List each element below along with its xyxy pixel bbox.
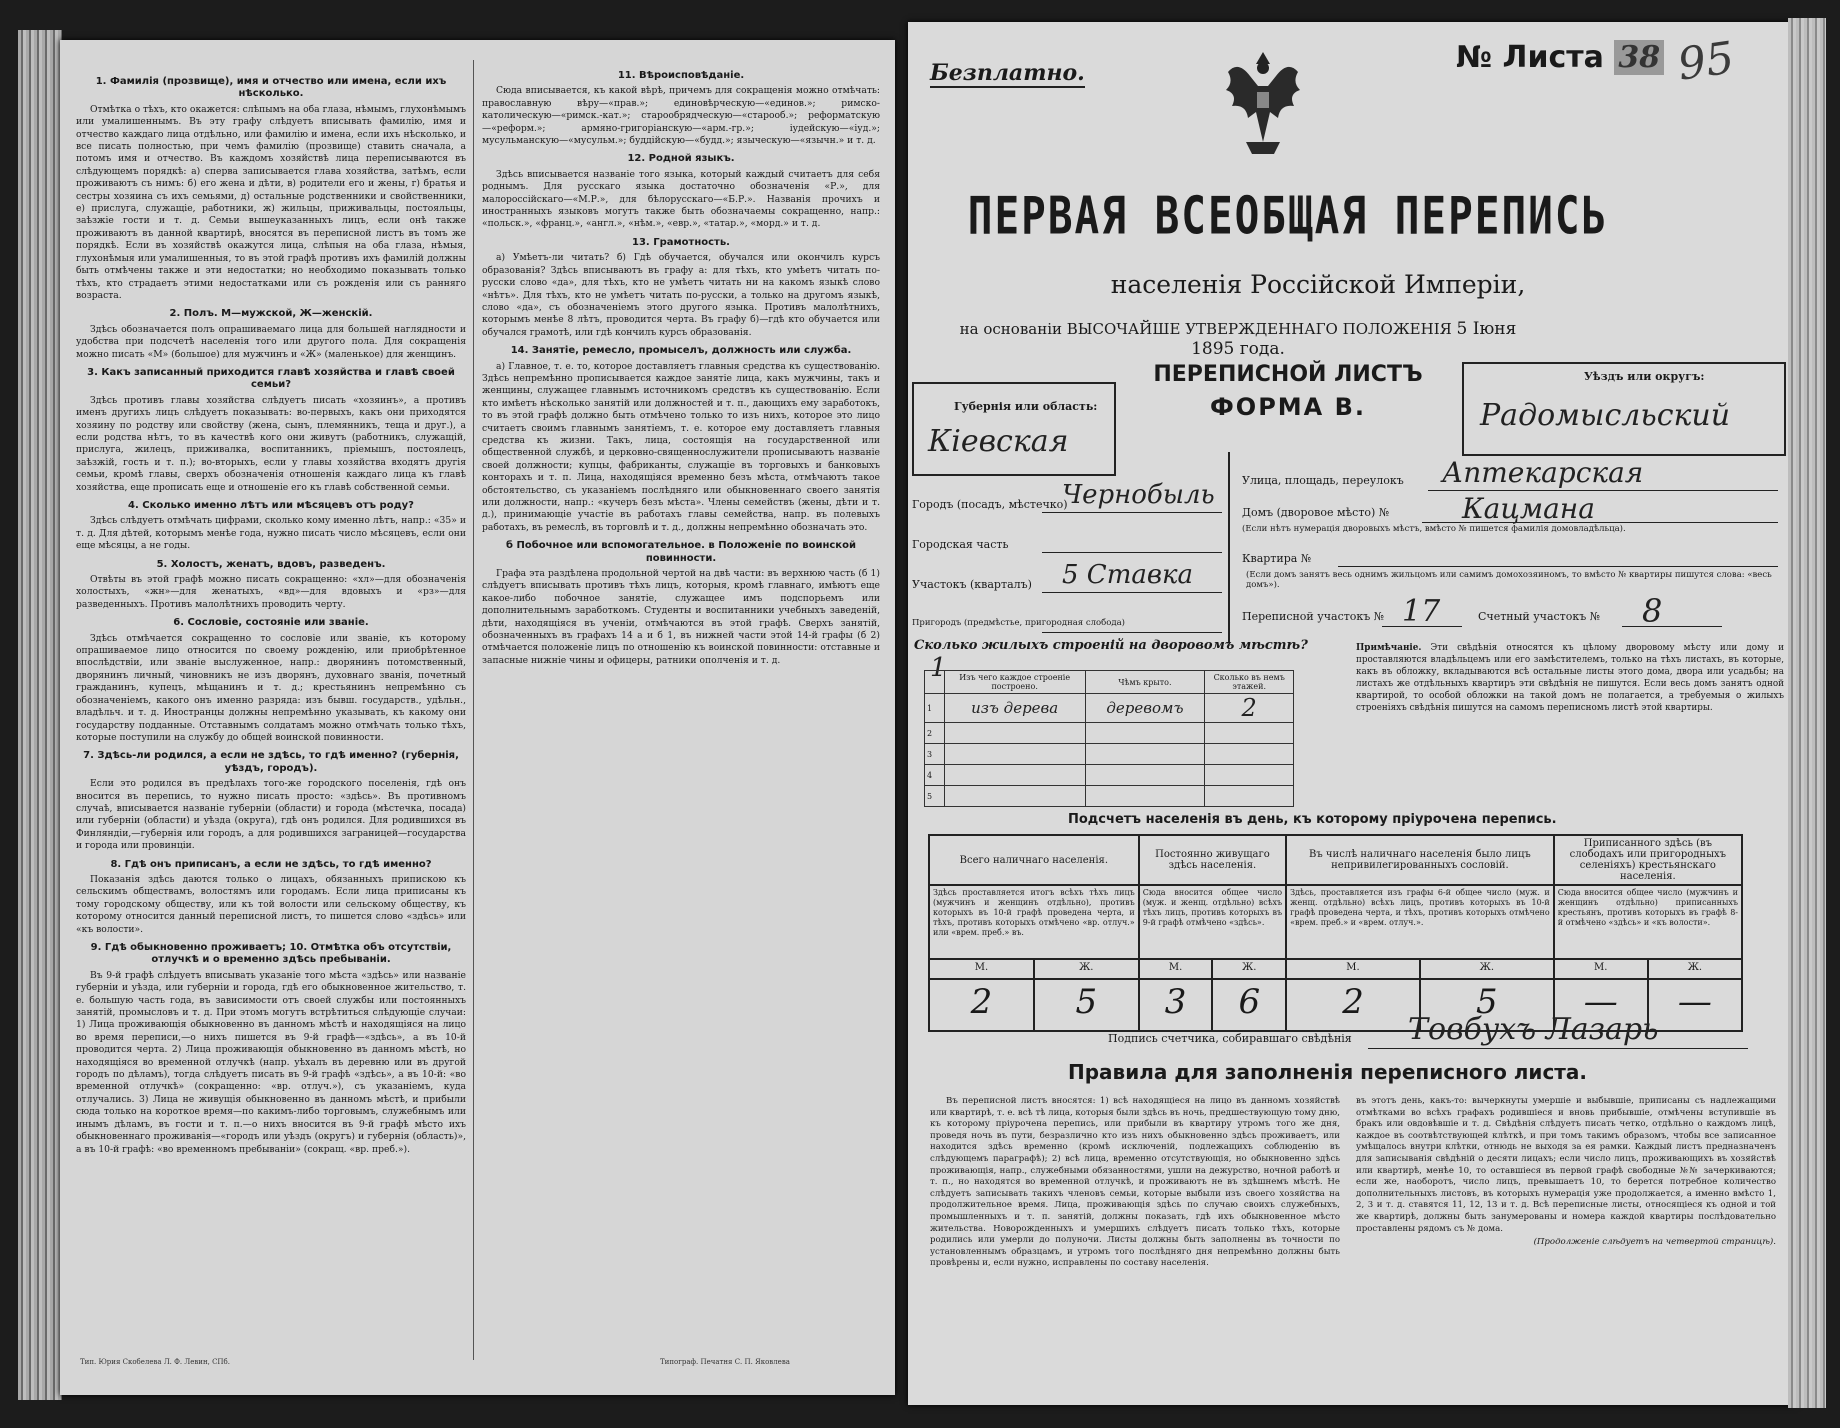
buildings-cell[interactable] [1205, 765, 1294, 786]
instruction-heading: 11. Вѣроисповѣданіе. [617, 70, 745, 81]
uezd-box [1462, 362, 1786, 456]
instruction-heading: 7. Здѣсь-ли родился, а если не здѣсь, то гдѣ именно? (губернія, уѣздъ, городъ). [83, 750, 459, 774]
census-form-page [908, 22, 1798, 1405]
instruction-heading: 3. Какъ записанный приходится главѣ хозяйства и главѣ своей семьи? [87, 366, 455, 391]
count-desc-peasants: Сюда вносится общее число (мужчинъ и женщинъ отдѣльно) приписанныхъ крестьянъ, противъ которыхъ въ графѣ 8-й отмѣчено «здѣсь» и «къ волости». [1554, 885, 1742, 959]
address-field-line [1042, 512, 1222, 513]
rules-title: Правила для заполненія переписного листа. [1068, 1060, 1587, 1084]
male-column-label: М. [1286, 959, 1420, 979]
count-value[interactable]: — [1554, 979, 1648, 1031]
address-field-line [1042, 632, 1222, 633]
uezd-value[interactable]: Радомысльский [1480, 398, 1731, 433]
rules-column-1: Въ переписной листъ вносятся: 1) всѣ находящіеся на лицо въ данномъ хозяйствѣ или квартирѣ, т. е. всѣ тѣ лица, которыя были здѣсь въ ночь, предшествующую тому дню, къ которому пріурочена перепись, или прибыли въ квартиру утромъ того же дня, проведя ночь въ пути, безразлично кто изъ нихъ обыкновенно здѣсь проживаетъ, или находится здѣсь временно (кромѣ исключеній, подлежащихъ соблюденію въ слѣдующемъ параграфѣ); 2) всѣ лица, временно отсутствующія, но обыкновенно здѣсь проживающія, напр., служебными обязанностями, ушли на дежурство, ночной работѣ и т. п., но находятся во временной отлучкѣ, и проживаютъ не въ здѣшнемъ мѣстѣ. Не слѣдуетъ записывать такихъ членовъ семьи, которые выбыли изъ своего хозяйства на продолжительное время. Лица, проживающія здѣсь по случаю своихъ служебныхъ, промышленныхъ и т. п. занятій, должны показать, гдѣ ихъ обыкновенное мѣсто жительства. Новорожденныхъ и умершихъ слѣдуетъ писать только тѣхъ, которые родились или умерли до полуночи. Листы должны быть заполнены въ точности по установленнымъ образцамъ, и утромъ того послѣдняго дня непремѣнно должны быть провѣрены и, если нужно, исправлены по составу населенія. [930, 1096, 1340, 1269]
column-divider [473, 60, 474, 1360]
instruction-heading: б Побочное или вспомогательное. в Положеніе по воинской повинности. [506, 540, 856, 564]
instruction-text: а) Умѣетъ-ли читать? б) Гдѣ обучается, обучался или окончилъ курсъ образованія? Здѣсь вписываютъ въ графу а: для тѣхъ, кто умѣетъ читать по-русски слово «да», для тѣхъ, кто не умѣетъ читать ни на какомъ языкѣ слово «нѣтъ». Для тѣхъ, кто не умѣетъ читать по-русски, а только на другомъ языкѣ, слово «да», съ обозначеніемъ этого другого языка. Противъ малолѣтнихъ, которымъ менѣе 8 лѣтъ, проводится черта. Въ графу б)—гдѣ кто обучается или обучался грамотѣ, или гдѣ кончилъ курсъ образованія. [482, 252, 880, 338]
instruction-heading: 13. Грамотность. [632, 236, 730, 248]
buildings-row-number: 5 [925, 786, 945, 807]
count-value[interactable]: 3 [1139, 979, 1213, 1031]
buildings-label: Сколько жилыхъ строеній на дворовомъ мѣстѣ? [914, 638, 1308, 653]
buildings-cell[interactable] [1085, 723, 1205, 744]
count-desc-total: Здѣсь проставляется итогъ всѣхъ тѣхъ лицъ (мужчинъ и женщинъ отдѣльно), противъ которыхъ въ 10-й графѣ проведена черта, и тѣхъ, противъ которыхъ отмѣчено «вр. отлуч.» или «врем. преб.» въ. [929, 885, 1139, 959]
legal-basis [938, 319, 1538, 359]
buildings-note-title: Примѣчаніе. [1356, 643, 1422, 653]
address-field-line [1042, 592, 1222, 593]
address-field-line [1042, 552, 1222, 553]
address-field-label: Городъ (посадъ, мѣстечко) [912, 498, 1068, 511]
legal-basis-date: 5 Іюня 1895 года. [1191, 319, 1517, 359]
female-column-label: Ж. [1212, 959, 1286, 979]
sheet-number-value: 38 [1614, 40, 1664, 75]
instruction-text: Сюда вписывается, къ какой вѣрѣ, причемъ для сокращенія можно отмѣчать: православную вѣру—«прав.»; единовѣрческую—«единов.»; римско-католическую—«римск.-кат.»; старообрядческую—«старооб.»; реформатскую—«реформ.»; армяно-григоріанскую—«арм.-гр.»; іудейскую—«іуд.»; мусульманскую—«мусульм.»; буддійскую—«будд.»; языческую—«язычн.» и т. д. [482, 85, 880, 147]
instruction-text: Графа эта раздѣлена продольной чертой на двѣ части: въ верхнюю часть (б 1) слѣдуетъ вписывать противъ тѣхъ лицъ, которыя, кромѣ главнаго, имѣютъ еще какое-либо побочное занятіе, служащее имъ подспорьемъ или дополнительнымъ заработкомъ. Студенты и воспитанники учебныхъ заведеній, дѣти, находящіяся въ ученіи, отмѣчаются въ этой графѣ. Сверхъ занятій, обозначенныхъ въ графахъ 14 а и б 1, въ нижней части этой 14-й графы (б 2) отмѣчается положеніе лицъ по отношенію къ воинской повинности: отставные и запасные нижніе чины и офицеры, ратники ополченія и т. д. [482, 568, 880, 666]
rules-column-2 [1356, 1096, 1776, 1249]
buildings-cell[interactable]: деревомъ [1085, 694, 1205, 723]
census-section-value[interactable]: 17 [1402, 594, 1441, 629]
count-description-row [929, 885, 1742, 959]
buildings-cell[interactable] [1205, 786, 1294, 807]
instruction-heading: 4. Сколько именно лѣтъ или мѣсяцевъ отъ роду? [128, 500, 414, 511]
instruction-text: Отмѣтка о тѣхъ, кто окажется: слѣпымъ на оба глаза, нѣмымъ, глухонѣмымъ или умалишеннымъ. Въ эту графу слѣдуетъ вписывать фамилію, имя и отчество каждаго лица отдѣльно, или фамилію и имена, если ихъ нѣсколько, и все писать полностью, при чемъ фамилію (прозвище) ставить сначала, а потомъ имя и отчество. Въ каждомъ хозяйствѣ лица переписываются въ слѣдующемъ порядкѣ: а) сперва записывается глава хозяйства, затѣмъ, если проживаютъ съ нимъ: б) его жена и дѣти, в) родители его и жены, г) братья и сестры хозяина съ ихъ семьями, д) остальные родственники и свойственники, е) прислуга, служащіе, работники, ж) жильцы, приживальцы, постояльцы, заѣзжіе гости и т. д. Семьи вышеуказанныхъ лицъ, если онѣ также проживаютъ въ данной квартирѣ, вносятся въ переписной листъ въ томъ же порядкѣ. Если въ хозяйствѣ окажутся лица, слѣпыя на оба глаза, нѣмыя, глухонѣмыя или умалишенныя, то въ этой графѣ противъ ихъ фамилій должны быть отмѣчены также и эти недостатки; но необходимо показывать только тѣхъ, кто страдаетъ этими недостатками или съ рожденія или съ ранняго возраста. [76, 103, 466, 301]
population-count-table [928, 834, 1743, 1032]
counting-section-line [1622, 626, 1722, 627]
signature-value[interactable]: Товбухъ Лазарь [1408, 1012, 1659, 1047]
buildings-cell[interactable] [1085, 765, 1205, 786]
count-value[interactable]: 5 [1420, 979, 1554, 1031]
female-column-label: Ж. [1420, 959, 1554, 979]
male-column-label: М. [1139, 959, 1213, 979]
counting-section-label: Счетный участокъ № [1478, 610, 1601, 623]
buildings-row [925, 786, 1294, 807]
house-field [1242, 492, 1792, 525]
instruction-heading: 1. Фамилія (прозвище), имя и отчество или имена, если ихъ нѣсколько. [95, 76, 447, 100]
gubernia-value[interactable]: Кiевская [928, 424, 1069, 459]
instruction-text: Отвѣты въ этой графѣ можно писать сокращенно: «хл»—для обозначенія холостыхъ, «жн»—для женатыхъ, «вд»—для вдовыхъ и «рз»—для разведенныхъ. Противъ малолѣтнихъ проводить черту. [76, 574, 466, 610]
instruction-heading: 14. Занятіе, ремесло, промыселъ, должность или служба. [510, 345, 852, 357]
buildings-row [925, 723, 1294, 744]
buildings-table [924, 670, 1294, 807]
instruction-heading: 6. Сословіе, состояніе или званіе. [173, 617, 369, 629]
instruction-text: Здѣсь обозначается полъ опрашиваемаго лица для большей наглядности и удобства при подсчетѣ населенія того или другого пола. Для сокращенія можно писать «М» (большое) для мужчинъ и «Ж» (маленькое) для женщинъ. [76, 323, 466, 360]
male-column-label: М. [929, 959, 1034, 979]
left-page-edges [18, 30, 62, 1400]
buildings-value[interactable]: 1 [930, 653, 947, 683]
buildings-cell[interactable] [944, 744, 1085, 765]
male-column-label: М. [1554, 959, 1648, 979]
instructions-column-2 [482, 64, 880, 671]
buildings-row-number: 4 [925, 765, 945, 786]
gubernia-label: Губернія или область: [954, 400, 1098, 413]
form-title: ПЕРВАЯ ВСЕОБЩАЯ ПЕРЕПИСЬ [967, 186, 1609, 246]
uezd-label: Уѣздъ или округъ: [1584, 370, 1705, 383]
instruction-text: Здѣсь отмѣчается сокращенно то сословіе или званіе, къ которому опрашиваемое лицо относится по своему рожденію, или приобрѣтенное впослѣдствіи, или званіе выслуженное, напр.: дворянинъ потомственный, дворянинъ личный, чиновникъ не изъ дворянъ, духовнаго званія, почетный гражданинъ, купецъ, мѣщанинъ и т. д.; крестьянинъ непремѣнно съ обозначеніемъ, какого онъ именно разряда: изъ бывш. государств., удѣльн., владѣльч. и т. д. Иностранцы должны непремѣнно указывать, къ какому они государству подданные. Отставнымъ солдатамъ можно отмѣчать только тѣхъ, которые поступили на службу до общей воинской повинности. [76, 632, 466, 743]
buildings-cell[interactable]: 2 [1205, 694, 1294, 723]
count-desc-resident: Сюда вносится общее число (муж. и женщ. отдѣльно) всѣхъ тѣхъ лицъ, противъ которыхъ въ 9-й графѣ отмѣчено «здѣсь». [1139, 885, 1286, 959]
rules-column-2-text: въ этотъ день, какъ-то: вычеркнуты умершіе и выбывшіе, приписаны съ надлежащими отмѣтками во всѣхъ графахъ родившіеся и вновь прибывшіе, отмѣчены вступившіе въ бракъ или овдовѣвшіе и т. д. Свѣдѣнія слѣдуетъ писать четко, отдѣльно о каждомъ лицѣ, каждое въ соотвѣтствующей клѣткѣ, и при томъ такимъ образомъ, чтобы все записанное умѣщалось внутри клѣтки, отнюдь не выходя за ея рамки. Каждый листъ предназначенъ для записыванія свѣдѣній о десяти лицахъ; если число лицъ, проживающихъ въ хозяйствѣ или квартирѣ, менѣе 10, то оставшіеся въ первой графѣ свободные №№ зачеркиваются; если же, наоборотъ, число лицъ, превышаетъ 10, то берется потребное количество дополнительныхъ листовъ, въ которыхъ нумерація уже продолжается, а именно вмѣсто 1, 2, 3 и т. д. ставятся 11, 12, 13 и т. д. Всѣ переписные листы, относящіеся къ одной и той же квартирѣ, должны быть занумерованы и номера каждой квартиры послѣдовательно проставлены рядомъ съ № дома. [1356, 1096, 1776, 1234]
address-field-label: Городская часть [912, 538, 1009, 551]
buildings-header-material: Изъ чего каждое строеніе построено. [944, 671, 1085, 694]
instruction-heading: 8. Гдѣ онъ приписанъ, а если не здѣсь, то гдѣ именно? [110, 858, 432, 870]
count-sex-row [929, 959, 1742, 979]
apartment-note: (Если домъ занятъ весь однимъ жильцомъ или самимъ домохозяиномъ, то вмѣсто № квартиры пишутся слова: «весь домъ»). [1246, 570, 1772, 590]
buildings-row-number: 3 [925, 744, 945, 765]
buildings-header-no [925, 671, 945, 694]
instruction-heading: 2. Полъ. М—мужской, Ж—женскій. [169, 308, 373, 320]
instruction-text: Если это родился въ предѣлахъ того-же городского поселенія, гдѣ онъ вносится въ перепись, то нужно писать просто: «здѣсь». Въ противномъ случаѣ, вписывается названіе губерніи (области) и города (мѣстечка, посада) или губерніи (области) и уѣзда (округа), гдѣ онъ родился. Для родившихся въ Финляндіи,—губернія или городъ, а для родившихся заграницей—государства и города или провинціи. [76, 778, 466, 852]
imprint-right: Типограф. Печатня С. П. Яковлева [660, 1358, 790, 1366]
instruction-heading: 5. Холостъ, женатъ, вдовъ, разведенъ. [156, 558, 386, 570]
population-count-title: Подсчетъ населенія въ день, къ которому пріурочена перепись. [1068, 812, 1557, 827]
address-field-label: Участокъ (кварталъ) [912, 578, 1032, 591]
sheet-number-label: № Листа [1456, 40, 1604, 75]
buildings-row [925, 694, 1294, 723]
rules-continued: (Продолженіе слѣдуетъ на четвертой страницѣ). [1533, 1237, 1776, 1248]
buildings-note-text: Эти свѣдѣнія относятся къ цѣлому дворовому мѣсту или дому и проставляются владѣльцемъ или его замѣстителемъ, только на тѣхъ листахъ, въ которые, какъ въ обложку, вкладываются всѣ остальные листы этого дома, двора или усадьбы; на листахъ же отдѣльныхъ квартиръ эти свѣдѣнія не пишутся. Если весь домъ занятъ одной квартирой, то особой обложки на такой домъ не полагается, а требуемыя о жилыхъ строеніяхъ свѣдѣнія пишутся на самомъ переписномъ листѣ этой квартиры. [1356, 643, 1785, 713]
address-field-value[interactable]: 5 Ставка [1062, 560, 1194, 590]
instruction-text: Здѣсь противъ главы хозяйства слѣдуетъ писать «хозяинъ», а противъ именъ другихъ лицъ слѣдуетъ показывать: во-первыхъ, какъ они приходятся хозяину по родству или свойству (жена, сынъ, племянникъ, теща и друг.), а если родства нѣтъ, то въ качествѣ кого они живутъ (работникъ, служащій, прислуга, жилецъ, приживалка, воспитанникъ, пріемышъ, постоялецъ, заѣзжій, гость и т. п.); во-вторыхъ, если у главы хозяйства входятъ другія семьи, кромѣ главы, сверхъ обозначенія отношенія каждаго лица къ главѣ хозяйства, еще прописать еще и отношеніе его къ главѣ собственной семьи. [76, 394, 466, 493]
buildings-cell[interactable] [1085, 786, 1205, 807]
census-section-label: Переписной участокъ № [1242, 610, 1385, 623]
female-column-label: Ж. [1648, 959, 1742, 979]
street-value[interactable]: Аптекарская [1442, 456, 1644, 489]
address-field-value[interactable]: Чернобыль [1062, 480, 1215, 510]
sheet-number [1456, 40, 1664, 75]
buildings-cell[interactable] [1205, 723, 1294, 744]
buildings-cell[interactable] [1205, 744, 1294, 765]
instruction-text: Показанія здѣсь даются только о лицахъ, обязанныхъ припискою къ сельскимъ обществамъ, волостямъ или городамъ. Если лица приписаны къ тому городскому обществу, или къ той волости или сельскому обществу, къ которому относится данный переписной листъ, то пишется слово «здѣсь» или «къ волости». [76, 873, 466, 935]
address-field-label: Пригородъ (предмѣстье, пригородная слобода) [912, 618, 1126, 628]
gubernia-box [912, 382, 1116, 476]
imprint-left: Тип. Юрия Скобелева Л. Ф. Левин, СПб. [80, 1358, 230, 1366]
form-heading-title: ПЕРЕПИСНОЙ ЛИСТЪ [1153, 362, 1423, 387]
buildings-header-roof: Чѣмъ крыто. [1085, 671, 1205, 694]
buildings-cell[interactable] [1085, 744, 1205, 765]
address-field [912, 524, 1252, 564]
house-label: Домъ (дворовое мѣсто) № [1242, 506, 1390, 519]
instruction-text: Здѣсь вписывается названіе того языка, который каждый считаетъ для себя роднымъ. Для русскаго языка достаточно обозначенія «Р.», для малороссійскаго—«М.Р.», для бѣлорусскаго—«Б.Р.». Названія прочихъ и иностранныхъ языковъ могутъ также быть обозначаемы сокращенно, напр.: «польск.», «франц.», «англ.», «нѣм.», «евр.», «татар.», «морд.» и т. д. [482, 168, 880, 230]
address-field [912, 604, 1252, 638]
instruction-text: Въ 9-й графѣ слѣдуетъ вписывать указаніе того мѣста «здѣсь» или названіе губерніи и уѣзда, или губерніи и города, гдѣ его обыкновенное жительство, т. е. большую часть года, въ зависимости отъ своей службы или постоянныхъ занятій, промысловъ и т. д. При этомъ могутъ встрѣтиться слѣдующіе случаи: 1) Лица проживающія обыкновенно въ данномъ мѣстѣ и находящіяся на лицо во время переписи,—о нихъ пишется въ 9-й графѣ—«здѣсь», а въ 10-й проводится черта. 2) Лица проживающія обыкновенно въ данномъ мѣстѣ, но находящіяся во временной отлучкѣ (напр. уѣхалъ въ деревню или въ другой городъ по дѣламъ), тогда слѣдуетъ писать въ 9-й графѣ «здѣсь», а въ 10-й: «во временной отлучкѣ» (сокращенно: «вр. отлуч.»), съ указаніемъ, куда отлучались. 3) Лица не живущія обыкновенно въ данномъ мѣстѣ, и прибыли сюда только на короткое время—по какимъ-либо торговымъ, служебнымъ или инымъ дѣламъ, въ гости и т. п.—о нихъ вносится въ 9-й графѣ мѣсто ихъ обыкновеннаго проживанія—«городъ или уѣздъ (округъ) и губернія (область)», а въ 10-й графѣ: «во временномъ пребываніи» (сокращ. «вр. преб.»). [76, 969, 466, 1155]
instruction-text: а) Главное, т. е. то, которое доставляетъ главныя средства къ существованію. Здѣсь непремѣнно прописывается каждое занятіе лица, какъ мужчины, такъ и женщины, служащее главнымъ источникомъ средствъ къ существованію. Если кто имѣетъ нѣсколько занятій или должностей и т. п., дающихъ ему заработокъ, то въ этой графѣ должно быть отмѣчено только то изъ нихъ, которое это лицо считаетъ своимъ главнымъ занятіемъ, т. е. которое ему доставляетъ главныя средства къ жизни. Такъ, лица, состоящія на государственной или общественной службѣ, и церковно-священнослужители прописываютъ названіе своей должности; купцы, фабриканты, служащіе въ торговыхъ и банковыхъ конторахъ и т. п. Лица, находящіяся временно безъ мѣста, отмѣчаютъ такое обстоятельство, съ указаніемъ послѣдняго или обыкновеннаго своего занятія или должности, напр.: «кучеръ безъ мѣста». Члены семействъ (жены, дѣти и т. д.), принимающіе участіе въ работахъ главы семейства, напр. въ полевыхъ работахъ, въ ремеслѣ, въ торговлѣ и т. д., должны непремѣнно обозначать это. [482, 360, 880, 533]
buildings-cell[interactable] [944, 765, 1085, 786]
apartment-line [1338, 566, 1778, 567]
count-value[interactable]: 2 [929, 979, 1034, 1031]
count-header-resident: Постоянно живущаго здѣсь населенія. [1139, 835, 1286, 885]
form-heading-name: ФОРМА В. [1209, 393, 1366, 421]
section-fields [1242, 592, 1792, 630]
address-divider [1228, 452, 1230, 642]
house-value[interactable]: Кацмана [1462, 492, 1595, 525]
count-header-row [929, 835, 1742, 885]
census-section-line [1382, 626, 1462, 627]
count-value[interactable]: — [1648, 979, 1742, 1031]
signature-line [1368, 1048, 1748, 1049]
count-value[interactable]: 2 [1286, 979, 1420, 1031]
double-headed-eagle-emblem [1208, 42, 1318, 162]
instruction-heading: 9. Гдѣ обыкновенно проживаетъ; 10. Отмѣтка объ отсутствіи, отлучкѣ и о временно здѣсь пребываніи. [90, 942, 452, 966]
street-label: Улица, площадь, переулокъ [1242, 474, 1404, 487]
form-heading [1128, 362, 1448, 421]
instructions-column-1 [76, 70, 466, 1160]
count-desc-nonprivileged: Здѣсь, проставляется изъ графы 6-й общее число (муж. и женщ. отдѣльно) всѣхъ лицъ, противъ которыхъ въ 10-й графѣ проведена черта, и тѣхъ, противъ которыхъ отмѣчено «врем. преб.» и «врем. отлуч.». [1286, 885, 1554, 959]
buildings-note [1356, 642, 1784, 714]
counting-section-value[interactable]: 8 [1642, 592, 1663, 630]
archive-page-number: 95 [1674, 32, 1738, 91]
address-field [912, 480, 1252, 524]
apartment-field [1242, 548, 1792, 570]
buildings-cell[interactable] [944, 786, 1085, 807]
count-header-nonprivileged: Въ числѣ наличнаго населенія было лицъ непривилегированныхъ сословій. [1286, 835, 1554, 885]
free-label: Безплатно. [930, 60, 1085, 86]
buildings-cell[interactable]: изъ дерева [944, 694, 1085, 723]
address-fields-right [1242, 456, 1792, 630]
apartment-label: Квартира № [1242, 552, 1312, 565]
count-value[interactable]: 5 [1034, 979, 1139, 1031]
instruction-text: Здѣсь слѣдуетъ отмѣчать цифрами, сколько кому именно лѣтъ, напр.: «35» и т. д. Для дѣтей, которымъ менѣе года, нужно писать число мѣсяцевъ, если они еще мѣсяцы, а не годы. [76, 515, 466, 552]
signature-field [1108, 1012, 1768, 1056]
buildings-row-number: 2 [925, 723, 945, 744]
count-header-total: Всего наличнаго населенія. [929, 835, 1139, 885]
address-field [912, 560, 1252, 604]
count-header-peasants: Приписанного здѣсь (въ слободахъ или пригородныхъ селеніяхъ) крестьянскаго населенія. [1554, 835, 1742, 885]
street-line [1428, 490, 1778, 491]
buildings-row [925, 765, 1294, 786]
buildings-row-number: 1 [925, 694, 945, 723]
house-note: (Если нѣтъ нумерація дворовыхъ мѣстъ, вмѣсто № пишется фамилія домовладѣльца). [1242, 524, 1626, 534]
right-page-edges [1788, 18, 1826, 1408]
buildings-cell[interactable] [944, 723, 1085, 744]
instruction-heading: 12. Родной языкъ. [627, 153, 735, 165]
house-line [1422, 522, 1778, 523]
count-value[interactable]: 6 [1212, 979, 1286, 1031]
signature-label: Подпись счетчика, собиравшаго свѣдѣнія [1108, 1032, 1352, 1045]
legal-basis-text: на основаніи ВЫСОЧАЙШЕ УТВЕРЖДЕННАГО ПОЛОЖЕНІЯ [959, 320, 1452, 338]
buildings-table-body [925, 694, 1294, 807]
buildings-header-floors: Сколько въ немъ этажей. [1205, 671, 1294, 694]
instructions-page [60, 40, 895, 1395]
form-subtitle: населенія Россійской Имперіи, [1110, 270, 1526, 299]
buildings-table-header [925, 671, 1294, 694]
buildings-row [925, 744, 1294, 765]
street-field [1242, 456, 1792, 492]
address-fields-left [912, 480, 1252, 638]
female-column-label: Ж. [1034, 959, 1139, 979]
